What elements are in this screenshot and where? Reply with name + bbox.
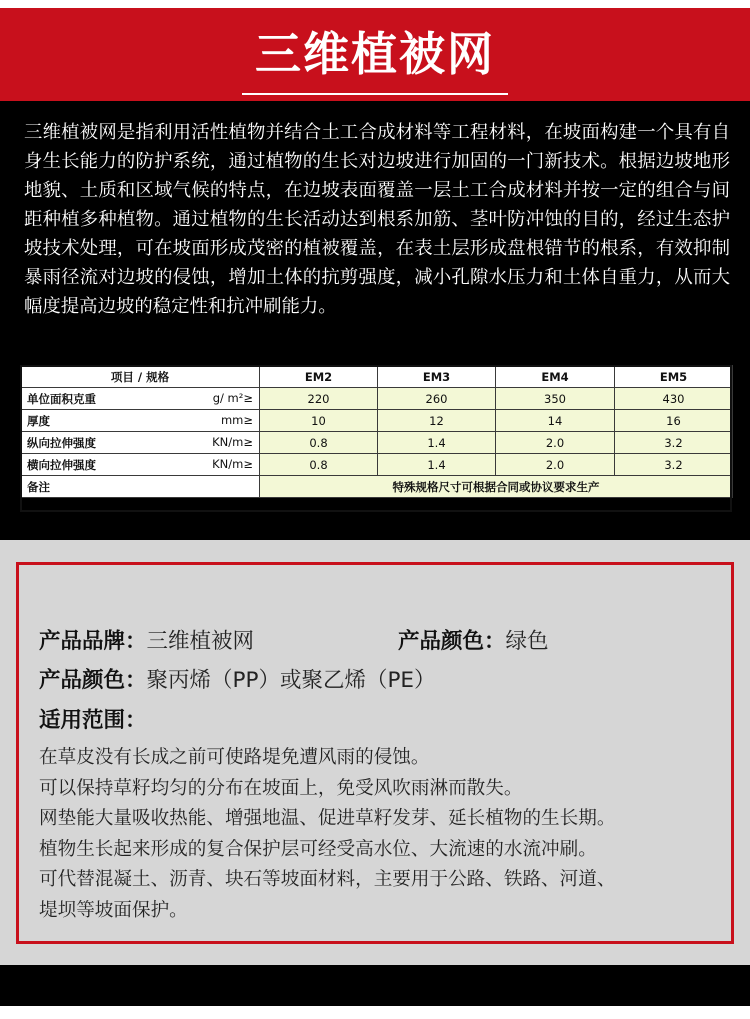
spec-value: 3.2 [615, 432, 733, 454]
spec-header-em3: EM3 [378, 366, 496, 388]
spec-header-em4: EM4 [496, 366, 615, 388]
spec-label [21, 432, 260, 454]
color-key: 产品颜色： [398, 629, 506, 654]
usage-line: 可以保持草籽均匀的分布在坡面上，免受风吹雨淋而散失。 [39, 777, 523, 799]
title-banner [0, 8, 750, 101]
spec-value: 260 [378, 388, 496, 410]
spec-value: 12 [378, 410, 496, 432]
color-value: 绿色 [505, 629, 549, 654]
spec-name: 纵向拉伸强度 [27, 435, 96, 450]
spec-header-row [21, 366, 733, 388]
spec-value: 2.0 [496, 432, 615, 454]
spec-unit: mm≥ [220, 412, 253, 427]
spec-unit: KN/m≥ [212, 434, 253, 449]
spec-note-text: 特殊规格尺寸可根据合同或协议要求生产 [260, 476, 733, 498]
intro-paragraph: 三维植被网是指利用活性植物并结合土工合成材料等工程材料，在坡面构建一个具有自身生长能力的防护系统，通过植物的生长对边坡进行加固的一门新技术。根据边坡地形地貌、土质和区域气候的特点，在边坡表面覆盖一层土工合成材料并按一定的组合与间距种植多种植物。通过植物的生长活动达到根系加筋、茎叶防冲蚀的目的，经过生态护坡技术处理，可在坡面形成茂密的植被覆盖，在表土层形成盘根错节的根系，有效抑制暴雨径流对边坡的侵蚀，增加土体的抗剪强度，减小孔隙水压力和土体自重力，从而大幅度提高边坡的稳定性和抗冲刷能力。 [24, 122, 730, 317]
spec-label [21, 388, 260, 410]
material-key: 产品颜色： [39, 668, 147, 693]
usage-line: 植物生长起来形成的复合保护层可经受高水位、大流速的水流冲刷。 [39, 838, 597, 860]
table-row [21, 454, 733, 476]
usage-line: 在草皮没有长成之前可使路堤免遭风雨的侵蚀。 [39, 747, 430, 768]
spec-name: 单位面积克重 [27, 391, 96, 406]
spec-value: 220 [260, 388, 378, 410]
brand-line [39, 624, 254, 655]
spec-value: 16 [615, 410, 733, 432]
spec-header-em2: EM2 [260, 366, 378, 388]
table-row [21, 388, 733, 410]
spec-name: 横向拉伸强度 [27, 457, 96, 472]
spec-note-label [21, 476, 260, 498]
page-title: 三维植被网 [255, 27, 495, 81]
spec-note-label-text: 备注 [27, 479, 50, 494]
spec-value: 350 [496, 388, 615, 410]
usage-list [39, 743, 719, 926]
spec-note-row [21, 476, 733, 498]
bottom-strip [0, 1006, 750, 1019]
usage-heading [39, 703, 147, 734]
usage-line: 可代替混凝土、沥青、块石等坡面材料，主要用于公路、铁路、河道、 [39, 869, 616, 890]
spec-unit: KN/m≥ [212, 456, 253, 471]
spec-header-item: 项目 / 规格 [21, 366, 260, 388]
table-row [21, 410, 733, 432]
material-value: 聚丙烯（PP）或聚乙烯（PE） [146, 668, 436, 693]
spec-table [20, 365, 733, 498]
table-row [21, 432, 733, 454]
spec-value: 1.4 [378, 432, 496, 454]
material-line [39, 663, 436, 694]
spec-value: 3.2 [615, 454, 733, 476]
spec-value: 14 [496, 410, 615, 432]
spec-value: 0.8 [260, 454, 378, 476]
spec-label [21, 454, 260, 476]
color-line [398, 624, 549, 655]
top-strip [0, 0, 750, 8]
spec-value: 10 [260, 410, 378, 432]
brand-key: 产品品牌： [39, 629, 147, 654]
spec-name: 厚度 [27, 413, 50, 428]
info-section [0, 540, 750, 965]
spec-value: 1.4 [378, 454, 496, 476]
spec-value: 0.8 [260, 432, 378, 454]
usage-line: 网垫能大量吸收热能、增强地温、促进草籽发芽、延长植物的生长期。 [39, 808, 616, 829]
usage-key: 适用范围： [39, 708, 147, 733]
info-card [16, 562, 734, 944]
spec-label [21, 410, 260, 432]
usage-line: 堤坝等坡面保护。 [39, 899, 188, 921]
spec-value: 2.0 [496, 454, 615, 476]
spec-value: 430 [615, 388, 733, 410]
brand-value: 三维植被网 [146, 629, 255, 654]
spec-header-em5: EM5 [615, 366, 733, 388]
title-underline [242, 93, 508, 95]
spec-unit: g/ m²≥ [212, 390, 253, 405]
